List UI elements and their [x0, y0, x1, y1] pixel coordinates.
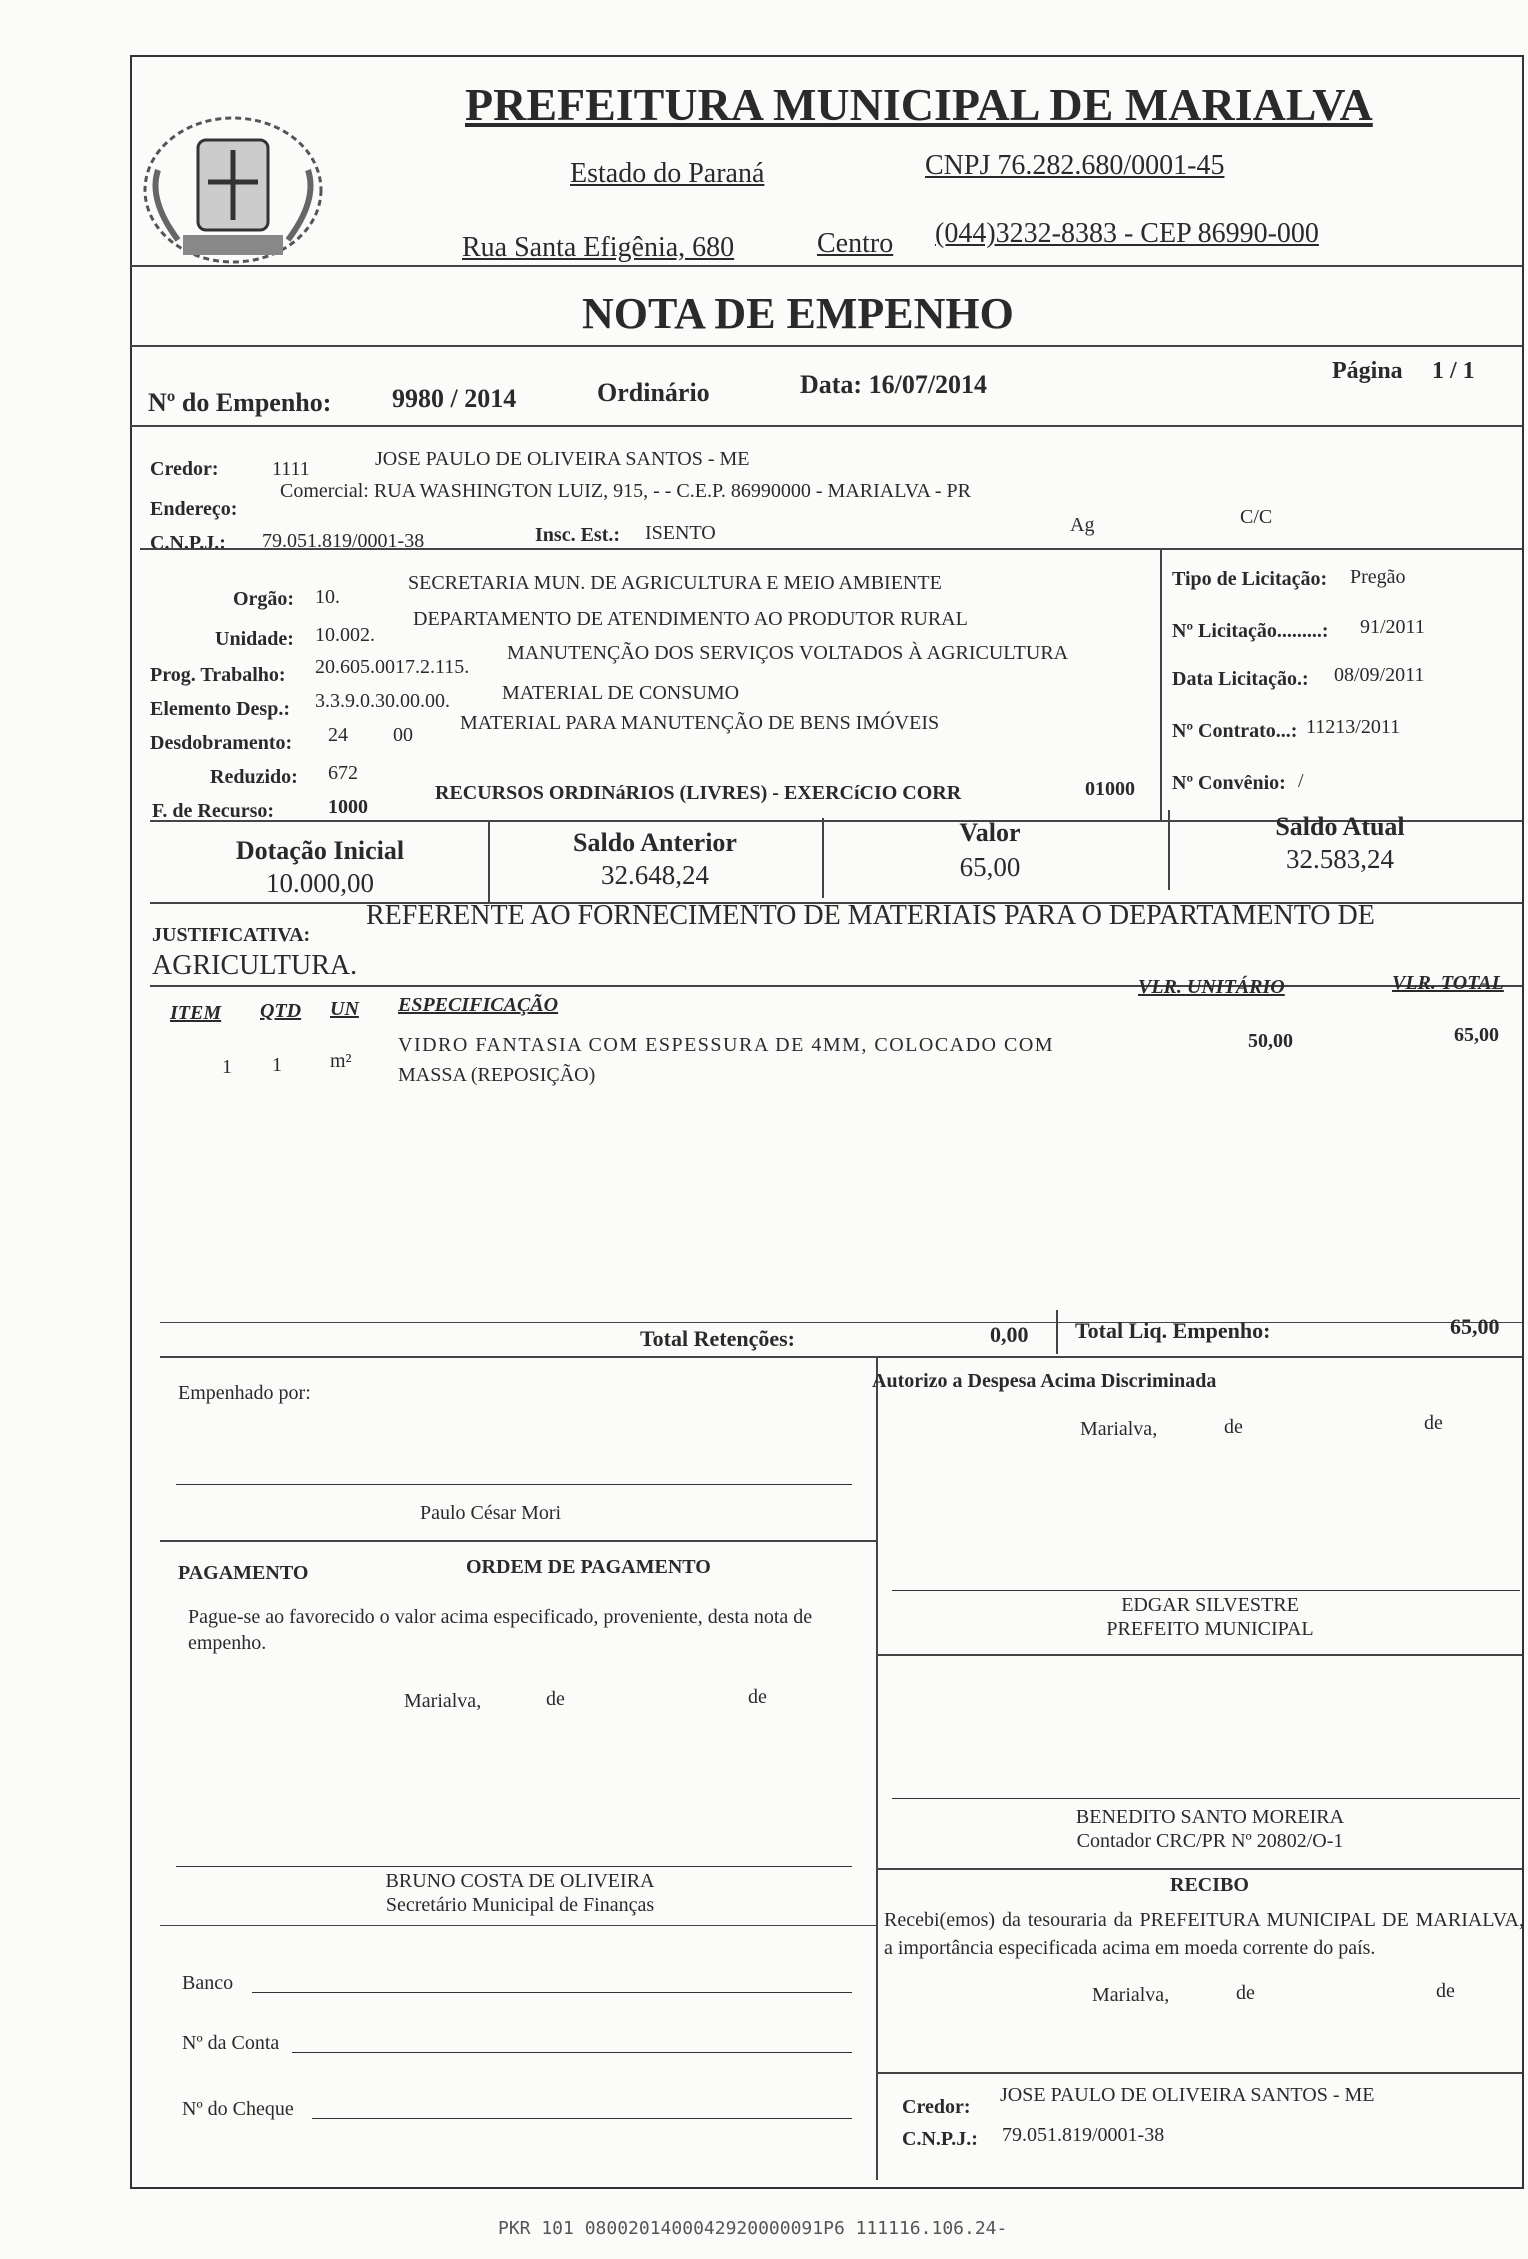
credor-code: 1111 — [272, 458, 310, 480]
item-spec-2: MASSA (REPOSIÇÃO) — [398, 1064, 596, 1086]
pagamento-city: Marialva, — [404, 1690, 482, 1712]
insc-label: Insc. Est.: — [535, 524, 621, 546]
municipal-seal — [138, 110, 328, 270]
reduzido-value: 672 — [328, 762, 358, 784]
pagamento-label: PAGAMENTO — [178, 1562, 309, 1584]
unidade-name: DEPARTAMENTO DE ATENDIMENTO AO PRODUTOR RURAL — [413, 608, 968, 630]
dotacao-label: Dotação Inicial — [235, 836, 405, 865]
item-un: m² — [330, 1050, 352, 1072]
autorizo-label: Autorizo a Despesa Acima Discriminada — [872, 1370, 1217, 1392]
elemento-name: MATERIAL DE CONSUMO — [502, 682, 740, 704]
item-number: 1 — [222, 1056, 232, 1078]
accountant-role: Contador CRC/PR Nº 20802/O-1 — [1076, 1830, 1344, 1852]
saldo-anterior-value: 32.648,24 — [601, 860, 709, 890]
prog-code: 20.605.0017.2.115. — [315, 656, 470, 678]
ordem-pagamento: ORDEM DE PAGAMENTO — [466, 1556, 711, 1578]
empenho-number: 9980 / 2014 — [392, 384, 517, 413]
item-spec-1: VIDRO FANTASIA COM ESPESSURA DE 4MM, COLOCADO COM — [398, 1034, 1055, 1056]
recibo-text: Recebi(emos) da tesouraria da PREFEITURA MUNICIPAL DE MARIALVA, a importância especificada acima em moeda corrente do país. — [884, 1909, 1524, 1959]
recibo-cnpj-label: C.N.P.J.: — [902, 2128, 978, 2150]
recibo-de-1: de — [1236, 1982, 1255, 2004]
elemento-code: 3.3.9.0.30.00.00. — [315, 690, 450, 712]
pagamento-text: Pague-se ao favorecido o valor acima especificado, proveniente, desta nota de empenho. — [188, 1606, 813, 1654]
mayor-role: PREFEITO MUNICIPAL — [1106, 1618, 1314, 1640]
num-licitacao: 91/2011 — [1360, 616, 1425, 638]
cnpj-header: CNPJ 76.282.680/0001-45 — [925, 150, 1225, 181]
credor-cnpj-label: C.N.P.J.: — [150, 532, 226, 554]
recibo-label: RECIBO — [1170, 1874, 1249, 1896]
district: Centro — [817, 228, 894, 259]
phone-cep: (044)3232-8383 - CEP 86990-000 — [935, 218, 1319, 249]
empenho-type: Ordinário — [597, 378, 710, 407]
municipality-title: PREFEITURA MUNICIPAL DE MARIALVA — [465, 79, 1373, 130]
credor-cnpj: 79.051.819/0001-38 — [262, 530, 425, 552]
retencoes-label: Total Retenções: — [640, 1326, 795, 1351]
accountant-name: BENEDITO SANTO MOREIRA — [1075, 1806, 1345, 1828]
retencoes-value: 0,00 — [990, 1322, 1029, 1347]
desdobramento-label: Desdobramento: — [150, 732, 293, 754]
liq-label: Total Liq. Empenho: — [1075, 1318, 1271, 1343]
cc-label: C/C — [1240, 506, 1273, 528]
banco-label: Banco — [182, 1972, 234, 1994]
insc-value: ISENTO — [645, 522, 716, 544]
data-licitacao: 08/09/2011 — [1334, 664, 1425, 686]
recurso-name: RECURSOS ORDINáRIOS (LIVRES) - EXERCíCIO CORR — [435, 782, 962, 804]
unidade-label: Unidade: — [215, 628, 294, 650]
desdobramento-name: MATERIAL PARA MANUTENÇÃO DE BENS IMÓVEIS — [460, 712, 940, 734]
pagamento-de-2: de — [748, 1686, 767, 1708]
convenio-value: / — [1298, 770, 1304, 792]
col-total: VLR. TOTAL — [1392, 972, 1504, 994]
cheque-field[interactable] — [312, 2118, 852, 2119]
recibo-city: Marialva, — [1092, 1984, 1170, 2006]
recurso-sub: 01000 — [1085, 778, 1135, 800]
endereco-value: Comercial: RUA WASHINGTON LUIZ, 915, - - C.E.P. 86990000 - MARIALVA - PR — [280, 480, 971, 502]
convenio-label: Nº Convênio: — [1172, 772, 1286, 794]
recibo-de-2: de — [1436, 1980, 1455, 2002]
dotacao-value: 10.000,00 — [266, 868, 374, 898]
valor-value: 65,00 — [959, 852, 1021, 882]
desdobramento-code: 24 — [328, 724, 348, 746]
item-qtd: 1 — [272, 1054, 282, 1076]
tipo-licitacao-label: Tipo de Licitação: — [1172, 568, 1328, 590]
doc-title: NOTA DE EMPENHO — [582, 289, 1014, 338]
col-spec: ESPECIFICAÇÃO — [398, 994, 559, 1016]
orgao-name: SECRETARIA MUN. DE AGRICULTURA E MEIO AMBIENTE — [408, 572, 942, 594]
recibo-credor: JOSE PAULO DE OLIVEIRA SANTOS - ME — [1000, 2084, 1375, 2106]
data-licitacao-label: Data Licitação.: — [1172, 668, 1309, 690]
orgao-label: Orgão: — [233, 588, 295, 610]
ag-label: Ag — [1070, 514, 1095, 536]
col-item: ITEM — [170, 1002, 222, 1024]
empenhado-name: Paulo César Mori — [420, 1502, 562, 1524]
street-address: Rua Santa Efigênia, 680 — [462, 232, 735, 263]
secretary-role: Secretário Municipal de Finanças — [385, 1894, 655, 1916]
conta-field[interactable] — [292, 2052, 852, 2053]
orgao-code: 10. — [315, 586, 340, 608]
autorizo-de-1: de — [1224, 1416, 1243, 1438]
item-unit-value: 50,00 — [1248, 1030, 1293, 1052]
contrato-value: 11213/2011 — [1306, 716, 1401, 738]
endereco-label: Endereço: — [150, 498, 238, 520]
saldo-anterior-label: Saldo Anterior — [573, 828, 737, 857]
cheque-label: Nº do Cheque — [182, 2098, 294, 2120]
pagamento-de-1: de — [546, 1688, 565, 1710]
empenho-date: Data: 16/07/2014 — [800, 370, 988, 399]
elemento-label: Elemento Desp.: — [150, 698, 290, 720]
saldo-atual-value: 32.583,24 — [1286, 844, 1394, 874]
page-label: Página — [1332, 358, 1403, 384]
autorizo-de-2: de — [1424, 1412, 1443, 1434]
footer-code: PKR 101 0800201400042920000091P6 111116.106.24- — [498, 2218, 1008, 2239]
conta-label: Nº da Conta — [182, 2032, 280, 2054]
valor-label: Valor — [959, 818, 1021, 847]
col-qtd: QTD — [260, 1000, 302, 1022]
liq-value: 65,00 — [1450, 1314, 1500, 1339]
num-licitacao-label: Nº Licitação.........: — [1172, 620, 1329, 642]
reduzido-label: Reduzido: — [210, 766, 298, 788]
saldo-atual-label: Saldo Atual — [1275, 812, 1405, 841]
secretary-name: BRUNO COSTA DE OLIVEIRA — [385, 1870, 655, 1892]
prog-label: Prog. Trabalho: — [150, 664, 286, 686]
justificativa-label: JUSTIFICATIVA: — [152, 924, 311, 946]
banco-field[interactable] — [252, 1992, 852, 1993]
tipo-licitacao: Pregão — [1350, 566, 1406, 588]
mayor-name: EDGAR SILVESTRE — [1121, 1594, 1299, 1616]
empenhado-label: Empenhado por: — [178, 1382, 311, 1404]
justificativa-text-2: AGRICULTURA. — [152, 950, 358, 981]
unidade-code: 10.002. — [315, 624, 375, 646]
contrato-label: Nº Contrato...: — [1172, 720, 1298, 742]
recurso-code: 1000 — [328, 796, 368, 818]
credor-label: Credor: — [150, 458, 219, 480]
empenho-label: Nº do Empenho: — [148, 388, 332, 417]
autorizo-city: Marialva, — [1080, 1418, 1158, 1440]
item-total-value: 65,00 — [1454, 1024, 1499, 1046]
recurso-label: F. de Recurso: — [152, 800, 275, 822]
desdobramento-sub: 00 — [393, 724, 413, 746]
justificativa-text-1: REFERENTE AO FORNECIMENTO DE MATERIAIS PARA O DEPARTAMENTO DE — [366, 900, 1375, 931]
recibo-credor-label: Credor: — [902, 2096, 971, 2118]
col-un: UN — [330, 998, 359, 1020]
credor-name: JOSE PAULO DE OLIVEIRA SANTOS - ME — [375, 448, 750, 470]
state-name: Estado do Paraná — [570, 158, 765, 189]
page-number: 1 / 1 — [1432, 358, 1475, 384]
prog-name: MANUTENÇÃO DOS SERVIÇOS VOLTADOS À AGRICULTURA — [507, 642, 1069, 664]
col-unit: VLR. UNITÁRIO — [1138, 976, 1285, 998]
recibo-cnpj: 79.051.819/0001-38 — [1002, 2124, 1165, 2146]
